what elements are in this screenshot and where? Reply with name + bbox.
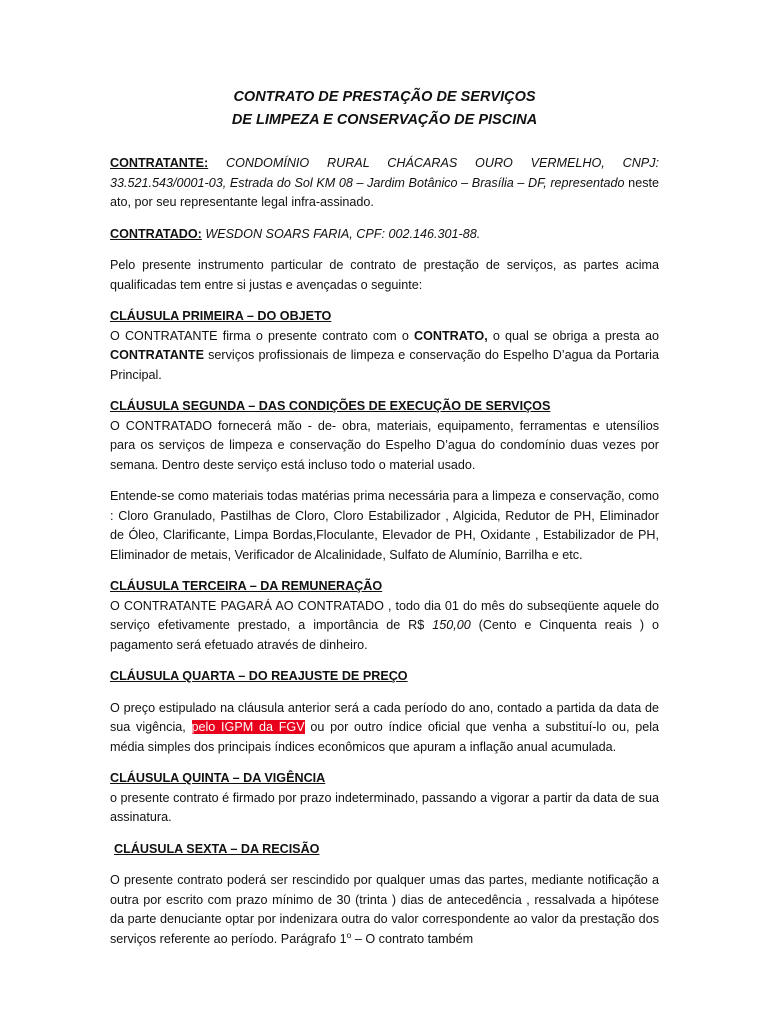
clause-3-text-2: (Cento e Cinquenta reais ) o pagamento será efetuado através de dinheiro. [110, 618, 659, 652]
clause-3-heading: CLÁUSULA TERCEIRA – DA REMUNERAÇÃO [110, 579, 383, 593]
clause-1-bold-2: CONTRATANTE [110, 348, 204, 362]
contratante-details: CONDOMÍNIO RURAL CHÁCARAS OURO VERMELHO, CNPJ: 33.521.543/0001-03, Estrada do Sol KM 08 – Jardim Botânico – Brasília – DF, representado [110, 156, 659, 190]
clause-6-heading-paragraph [110, 840, 659, 860]
clause-4-highlight: pelo IGPM da FGV [191, 720, 305, 734]
clause-5-body: o presente contrato é firmado por prazo indeterminado, passando a vigorar a partir da data de sua assinatura. [110, 790, 659, 824]
clause-1-heading: CLÁUSULA PRIMEIRA – DO OBJETO [110, 309, 332, 323]
clause-6-text-1: O presente contrato poderá ser rescindido por qualquer umas das partes, mediante notificação a outra por escrito com prazo mínimo de 30 (trinta ) dias de antecedência , ressalvada a hipótese da parte denuciante optar por indenizara outra do valor correspondente ao valor da prestação dos serviços referente ao período. Parágrafo 1 [110, 873, 659, 946]
clause-4-text-2: ou por outro índice oficial que venha a substituí-lo ou, pela média simples dos principais índices econômicos que apuram a inflação anual acumulada. [110, 720, 660, 754]
contratante-label: CONTRATANTE: [110, 156, 209, 170]
clause-5 [110, 769, 659, 828]
clause-6-text-2: – O contrato também [351, 931, 474, 946]
intro-paragraph: Pelo presente instrumento particular de contrato de prestação de serviços, as partes acima qualificadas tem entre si justas e avençadas o seguinte: [110, 258, 659, 292]
contratante-rest: neste ato, por seu representante legal infra-assinado. [110, 175, 659, 209]
clause-3-text-1: O CONTRATANTE PAGARÁ AO CONTRATADO , todo dia 01 do mês do subseqüente aquele do serviço efetivamente prestado, a importância de R$ [110, 598, 659, 632]
clause-1-bold-1: CONTRATO, [414, 328, 488, 343]
clause-4-heading: CLÁUSULA QUARTA – DO REAJUSTE DE PREÇO [110, 669, 408, 683]
title-line-1: CONTRATO DE PRESTAÇÃO DE SERVIÇOS [233, 89, 536, 105]
clause-2 [110, 397, 659, 475]
clause-1-text-1: O CONTRATANTE firma o presente contrato com o [110, 328, 414, 343]
clause-6-body [110, 871, 659, 949]
contratante-paragraph [110, 154, 659, 213]
clause-1-text-3: serviços profissionais de limpeza e conservação do Espelho D’agua da Portaria Principal. [110, 348, 659, 382]
clause-2-body: O CONTRATADO fornecerá mão - de- obra, materiais, equipamento, ferramentas e utensílios para os serviços de limpeza e conservação do Espelho D’agua do condomínio duas vezes por semana. Dentro deste serviço está incluso todo o material usado. [110, 418, 659, 472]
clause-2-heading: CLÁUSULA SEGUNDA – DAS CONDIÇÕES DE EXECUÇÃO DE SERVIÇOS [110, 399, 551, 413]
clause-3-amount: 150,00 [432, 618, 471, 632]
contratado-details: WESDON SOARS FARIA, CPF: 002.146.301-88. [201, 226, 481, 241]
document-title [110, 86, 659, 132]
clause-4-body [110, 699, 659, 758]
clause-1-text-2: o qual se obriga a presta ao [487, 328, 659, 343]
clause-6-heading: CLÁUSULA SEXTA – DA RECISÃO [114, 841, 320, 856]
clause-1 [110, 307, 659, 385]
title-line-2: DE LIMPEZA E CONSERVAÇÃO DE PISCINA [231, 112, 538, 128]
clause-6-superscript: o [346, 929, 352, 940]
contratado-paragraph [110, 225, 659, 245]
clause-5-heading: CLÁUSULA QUINTA – DA VIGÊNCIA [110, 771, 326, 785]
clause-4-heading-paragraph [110, 667, 659, 687]
contratado-label: CONTRATADO: [110, 226, 202, 241]
clause-2-materials: Entende-se como materiais todas matérias prima necessária para a limpeza e conservação, como : Cloro Granulado, Pastilhas de Cloro, Cloro Estabilizador , Algicida, Redutor de PH, Eliminador de Óleo, Clarificante, Limpa Bordas,Floculante, Elevador de PH, Oxidante , Estabilizador de PH, Eliminador de metais, Verificador de Alcalinidade, Sulfato de Alumínio, Barrilha e etc. [110, 489, 659, 562]
clause-4-text-1: O preço estipulado na cláusula anterior será a cada período do ano, contado a partida da data de sua vigência, [110, 700, 659, 734]
clause-3 [110, 577, 659, 655]
